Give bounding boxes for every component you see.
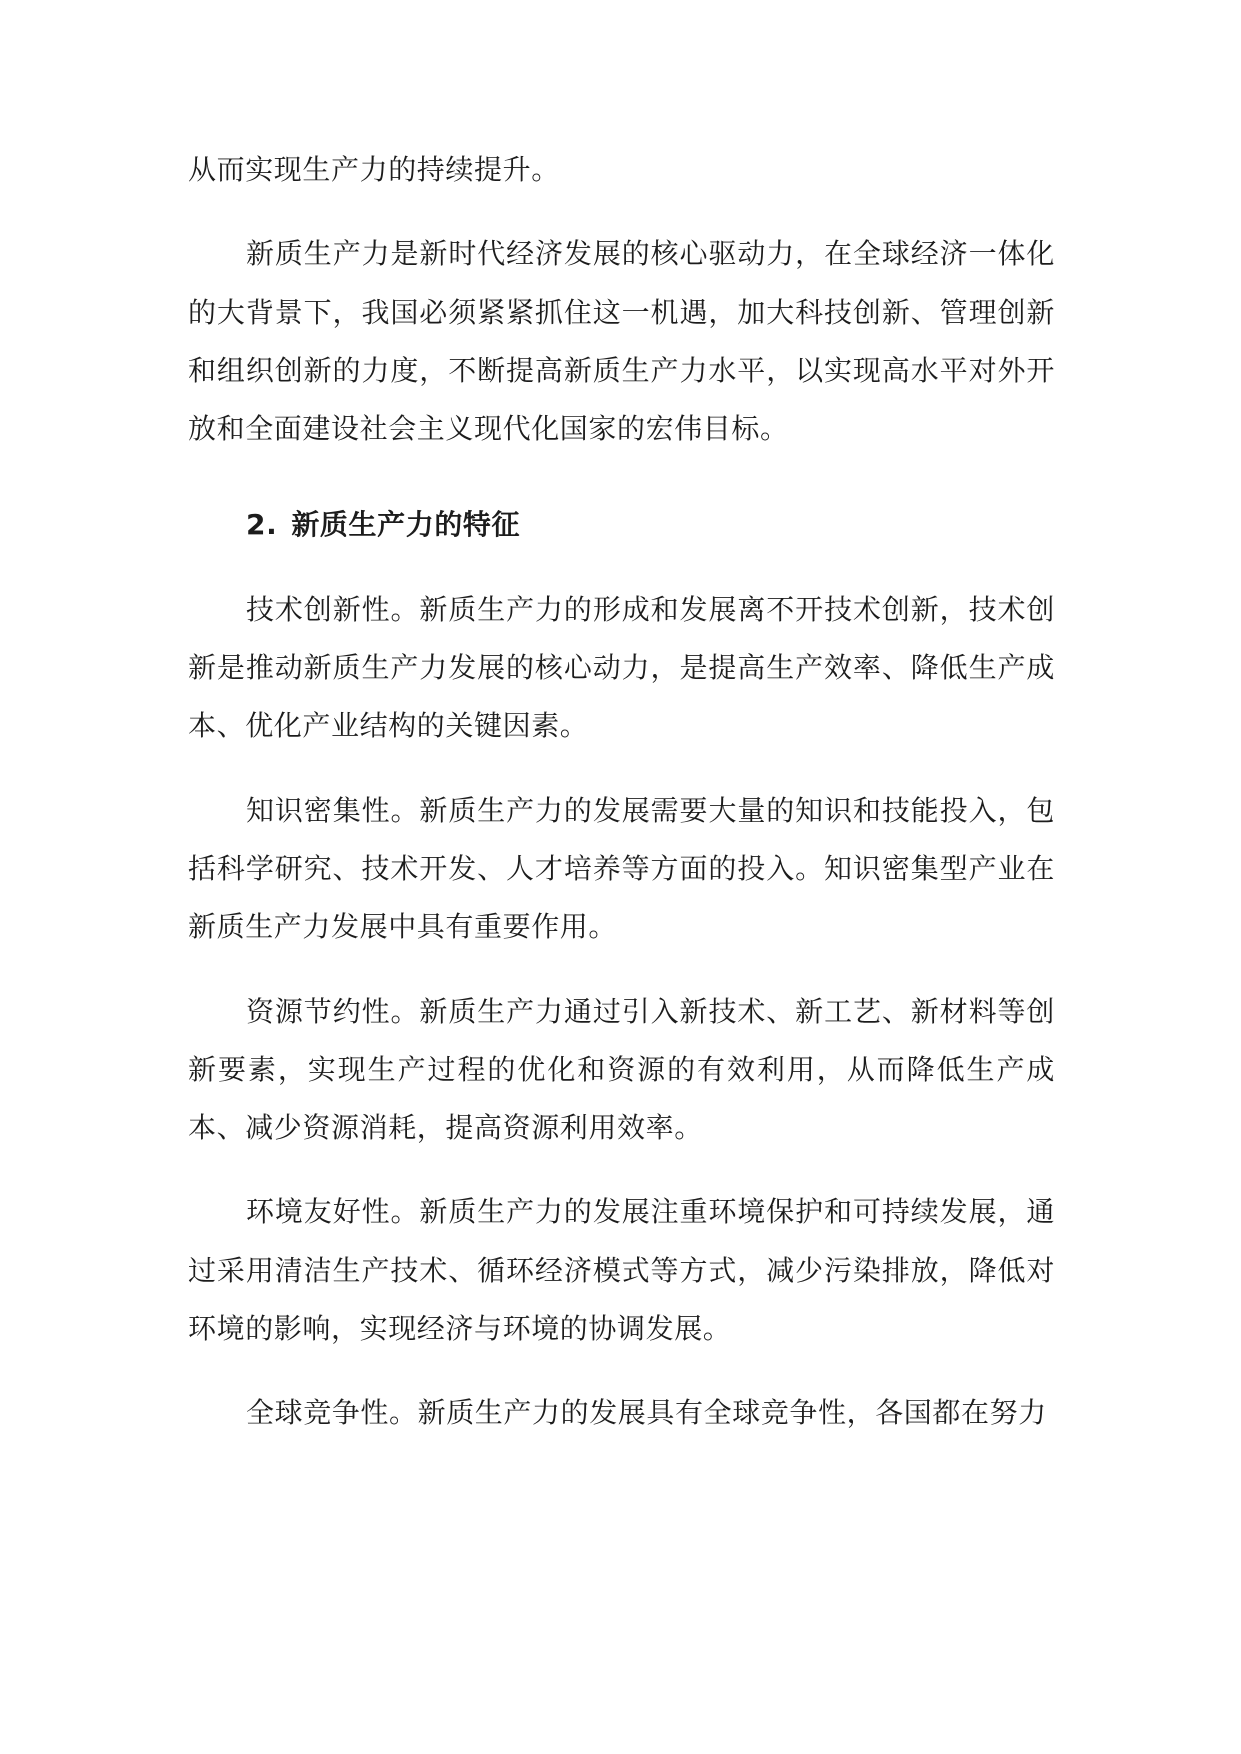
section-heading xyxy=(188,496,1055,554)
section-title: 新质生产力的特征 xyxy=(291,508,521,542)
paragraph-knowledge-intensive: 知识密集性。新质生产力的发展需要大量的知识和技能投入，包括科学研究、技术开发、人才培养等方面的投入。知识密集型产业在新质生产力发展中具有重要作用。 xyxy=(188,793,1055,944)
paragraph-environment-friendly: 环境友好性。新质生产力的发展注重环境保护和可持续发展，通过采用清洁生产技术、循环经济模式等方式，减少污染排放，降低对环境的影响，实现经济与环境的协调发展。 xyxy=(188,1195,1055,1346)
paragraph-continuation: 从而实现生产力的持续提升。 xyxy=(188,153,560,186)
section-number: 2. xyxy=(246,508,278,542)
document-body xyxy=(188,141,1055,1469)
paragraph-resource-saving: 资源节约性。新质生产力通过引入新技术、新工艺、新材料等创新要素，实现生产过程的优化和资源的有效利用，从而降低生产成本、减少资源消耗，提高资源利用效率。 xyxy=(188,994,1055,1145)
paragraph-global-competition: 全球竞争性。新质生产力的发展具有全球竞争性，各国都在努力 xyxy=(246,1396,1047,1430)
paragraph-technical-innovation: 技术创新性。新质生产力的形成和发展离不开技术创新，技术创新是推动新质生产力发展的核心动力，是提高生产效率、降低生产成本、优化产业结构的关键因素。 xyxy=(188,592,1055,743)
paragraph-summary: 新质生产力是新时代经济发展的核心驱动力，在全球经济一体化的大背景下，我国必须紧紧抓住这一机遇，加大科技创新、管理创新和组织创新的力度，不断提高新质生产力水平，以实现高水平对外开放和全面建设社会主义现代化国家的宏伟目标。 xyxy=(188,237,1055,446)
